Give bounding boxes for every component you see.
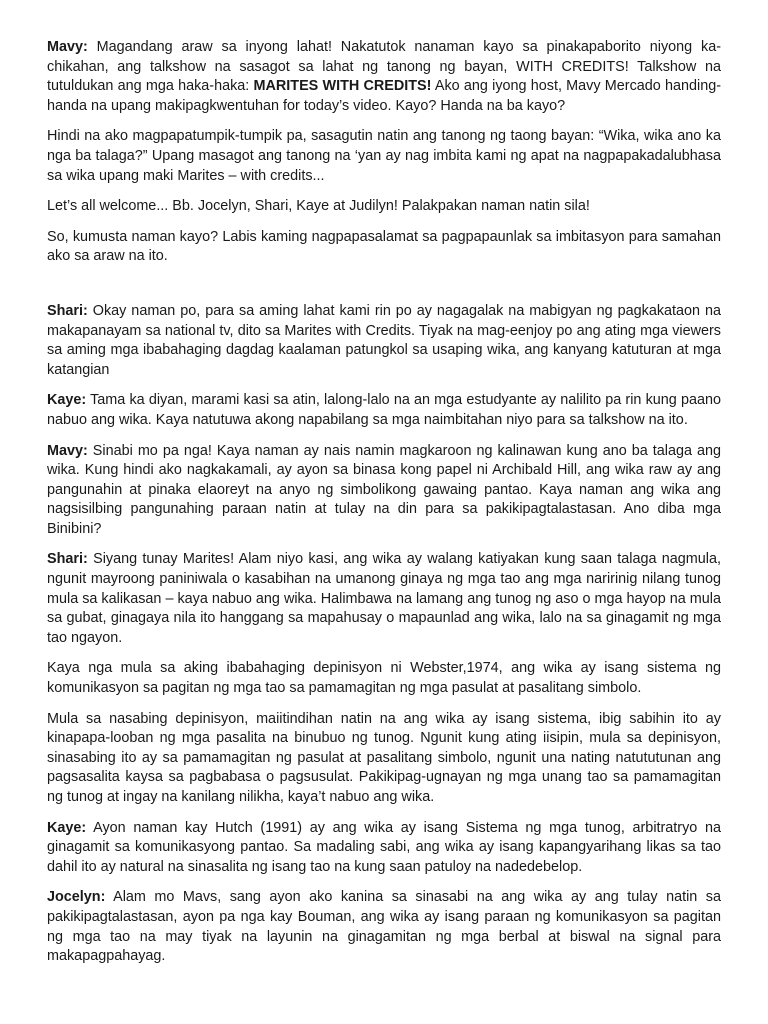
- speaker-name: Jocelyn:: [47, 889, 106, 906]
- section-gap: [47, 278, 721, 302]
- speaker-name: Shari:: [47, 551, 88, 568]
- paragraph-text: Let’s all welcome... Bb. Jocelyn, Shari, Kaye at Judilyn! Palakpakan naman natin sila!: [47, 198, 590, 215]
- paragraph-text: Magandang araw sa inyong lahat! Nakatutok nanaman kayo sa pinakapaborito niyong ka-chikahan, ang talkshow na sasagot sa lahat ng tanong ng bayan, WITH CREDITS! Talkshow na tutuldukan ang mga haka-haka:: [47, 39, 721, 95]
- paragraph-greeting: [47, 228, 721, 267]
- paragraph-question: [47, 127, 721, 186]
- paragraph-definition: [47, 710, 721, 808]
- paragraph-text: So, kumusta naman kayo? Labis kaming nagpapasalamat sa pagpapaunlak sa imbitasyon para samahan ako sa araw na ito.: [47, 228, 721, 265]
- document-page: [47, 38, 721, 978]
- paragraph-text: Kaya nga mula sa aking ibabahaging depinisyon ni Webster,1974, ang wika ay isang sistema ng komunikasyon sa pagitan ng mga tao sa pamamagitan ng mga pasulat at pasalitang simbolo.: [47, 660, 721, 697]
- speaker-name: Mavy:: [47, 39, 88, 55]
- paragraph-text: Hindi na ako magpapatumpik-tumpik pa, sasagutin natin ang tanong ng taong bayan: “Wika, wika ano ka nga ba talaga?” Upang masagot ang tanong na ‘yan ay nag imbita kami ng apat na nagpapakadalubhasa sa wika upang maki Marites – with credits...: [47, 128, 721, 184]
- paragraph-mavy-2: [47, 442, 721, 540]
- paragraph-shari-1: [47, 302, 721, 380]
- speaker-name: Kaye:: [47, 819, 87, 836]
- paragraph-text: Mula sa nasabing depinisyon, maiitindihan natin na ang wika ay isang sistema, ibig sabihin ito ay kinapapa-looban ng mga pasalita na binubuo ng tunog. Ngunit kung ating iisipin, mula sa depinisyon, sinasabing ito ay sa pamamagitan ng pasulat at pasalitang simbolo, ngunit una nating natututunan ang pagsasalita kaysa sa pagbabasa o pagsusulat. Pakikipag-ugnayan ng mga unang tao sa pamamagitan ng tunog at ingay na kanilang nilikha, kaya’t nabuo ang wika.: [47, 710, 721, 805]
- paragraph-text: Ayon naman kay Hutch (1991) ay ang wika ay isang Sistema ng mga tunog, arbitratryo na ginagamit sa komunikasyong pantao. Sa madaling sabi, ang wika ay isang kapangyarihang likas sa tao dahil ito ay natural na sinasalita ng isang tao na kung saan patuloy na nadedebelop.: [47, 819, 721, 875]
- paragraph-webster: [47, 659, 721, 698]
- speaker-name: Kaye:: [47, 392, 87, 409]
- paragraph-mavy-intro: [47, 38, 721, 116]
- paragraph-welcome: [47, 197, 721, 217]
- speaker-name: Shari:: [47, 302, 88, 319]
- paragraph-text: Tama ka diyan, marami kasi sa atin, lalong-lalo na an mga estudyante ay nalilito pa rin kung paano nabuo ang wika. Kaya natutuwa akong napabilang sa mga naimbitahan niyo para sa talkshow na ito.: [47, 392, 721, 428]
- paragraph-shari-2: [47, 550, 721, 648]
- paragraph-text: Siyang tunay Marites! Alam niyo kasi, ang wika ay walang katiyakan kung saan talaga nagmula, ngunit mayroong paniniwala o kasabihan na umanong ginaya ng mga tao ang mga naririnig nilang tunog mula sa kalikasan – kaya nabuo ang wika. Halimbawa na lamang ang tunog ng aso o mga hayop na mula sa gubat, ginagaya nila ito hanggang sa mapahusay o mapaunlad ang wika, lalo na sa ginagamit ng mga tao ngayon.: [47, 551, 721, 646]
- paragraph-kaye-1: [47, 391, 721, 430]
- speaker-name: Mavy:: [47, 442, 88, 459]
- show-title-emphasis: MARITES WITH CREDITS!: [253, 78, 432, 95]
- paragraph-text: Alam mo Mavs, sang ayon ako kanina sa sinasabi na ang wika ay ang tulay natin sa pakikipagtalastasan, ayon pa nga kay Bouman, ang wika ay isang paraan ng komunikasyon sa pagitan ng mga tao na may tiyak na layunin na ginagamitan ng mga berbal at biswal na signal para makapagpahayag.: [47, 889, 721, 965]
- paragraph-text: Ako ang iyong host, Mavy Mercado handing-handa na upang makipagkwentuhan for today’s video. Kayo? Handa na ba kayo?: [47, 78, 722, 114]
- paragraph-jocelyn: [47, 888, 721, 966]
- paragraph-text: Sinabi mo pa nga! Kaya naman ay nais namin magkaroon ng kalinawan kung ano ba talaga ang wika. Kung hindi ako nagkakamali, ay ayon sa binasa kong papel ni Archibald Hill, ang wika raw ay ang pangunahin at pinaka elaoreyt na anyo ng simbolikong gawaing pantao. Kaya naman ang wika ang nagsisilbing pangunahing paraan natin at tulay na din para sa pakikipagtalastasan. Ano diba mga Binibini?: [47, 442, 721, 537]
- paragraph-text: Okay naman po, para sa aming lahat kami rin po ay nagagalak na mabigyan ng pagkakataon na makapanayam sa national tv, dito sa Marites with Credits. Tiyak na mag-eenjoy po ang ating mga viewers sa aming mga ibabahaging dagdag kaalaman patungkol sa usaping wika, ang kanyang katuturan at mga katangian: [47, 302, 721, 378]
- paragraph-kaye-2: [47, 819, 721, 878]
